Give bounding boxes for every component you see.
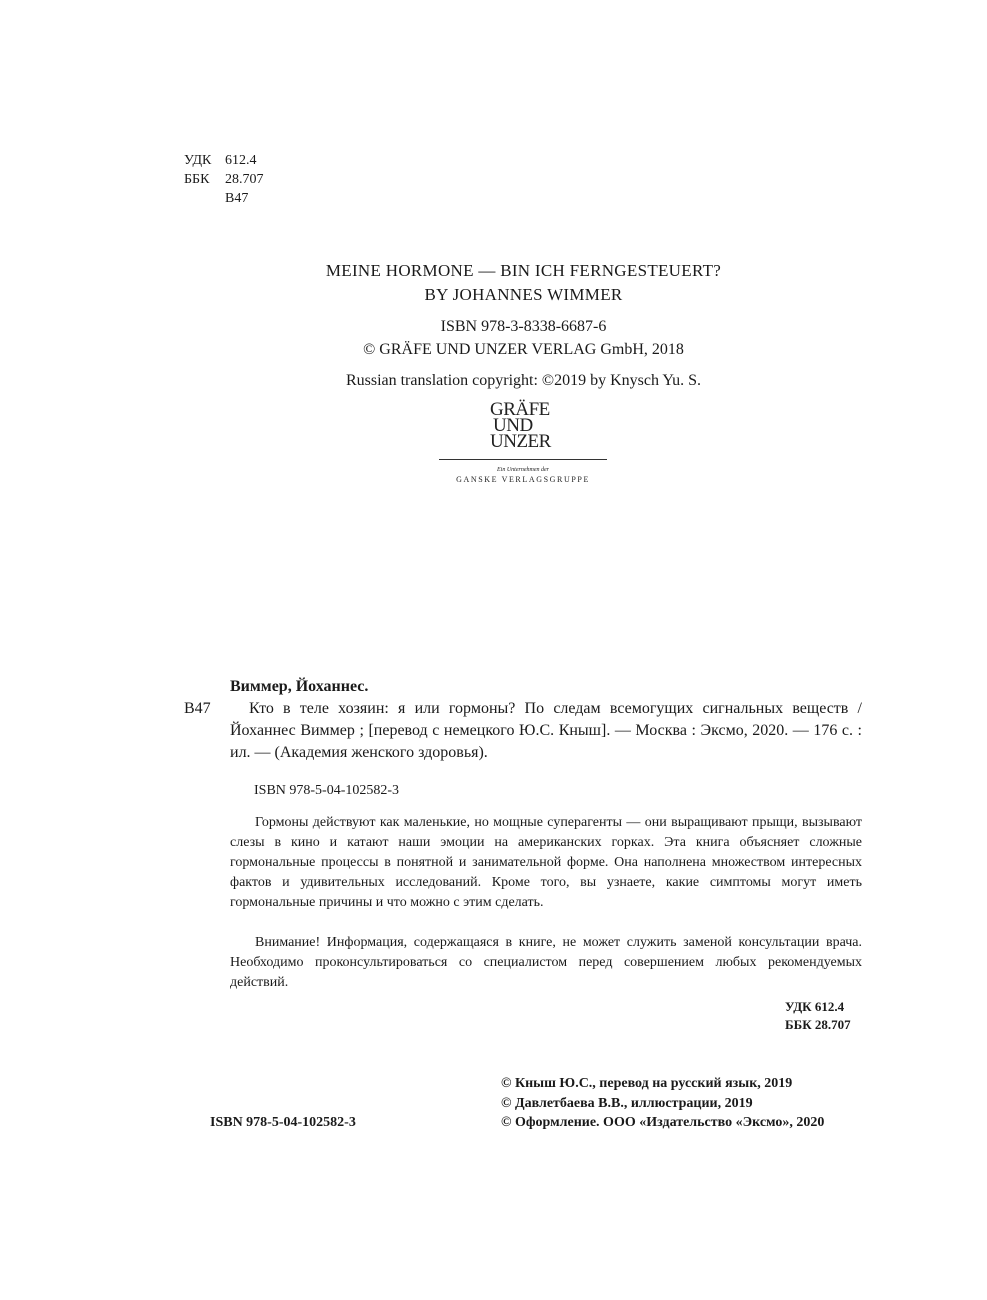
logo-line-3: UNZER (490, 431, 551, 452)
record-bbk: ББК 28.707 (785, 1017, 851, 1032)
copyright-design: © Оформление. ООО «Издательство «Эксмо», 2020 (501, 1115, 825, 1130)
original-author: BY JOHANNES WIMMER (424, 285, 623, 304)
copyright-illustrations: © Давлетбаева В.В., иллюстрации, 2019 (501, 1096, 753, 1111)
author-mark: В47 (225, 191, 249, 206)
record-mark: В47 (184, 700, 211, 717)
abstract-paragraph-1: Гормоны действуют как маленькие, но мощные суперагенты — они выращивают прыщи, вызывают слезы в кино и катают наши эмоции на американских горках. Эта книга объясняет сложные гормональные процессы в понятной и занимательной форме. Она наполнена множеством интересных фактов и удивительных исследований. Кроме того, вы узнаете, какие симптомы могут иметь гормональные причины и что можно с этим сделать. (230, 815, 862, 910)
logo-group: GANSKE VERLAGSGRUPPE (456, 475, 590, 484)
logo-line-2: UND (493, 415, 533, 436)
original-title: MEINE HORMONE — BIN ICH FERNGESTEUERT? (325, 261, 722, 280)
record-heading: Виммер, Йоханнес. (230, 678, 369, 695)
original-isbn: ISBN 978-3-8338-6687-6 (440, 318, 607, 335)
abstract-paragraph-2: Внимание! Информация, содержащаяся в книге, не может служить заменой консультации врача. Необходимо проконсультироваться со специалистом перед совершением любых рекомендуемых действий. (230, 935, 862, 990)
bbk-label: ББК (184, 172, 210, 187)
logo-subline: Ein Unternehmen der (497, 467, 549, 473)
logo-line-1: GRÄFE (490, 399, 550, 420)
footer-isbn: ISBN 978-5-04-102582-3 (210, 1115, 356, 1130)
bbk-value: 28.707 (225, 172, 264, 187)
original-copyright: © GRÄFE UND UNZER VERLAG GmbH, 2018 (363, 341, 684, 358)
udk-value: 612.4 (225, 153, 257, 168)
record-description: Кто в теле хозяин: я или гормоны? По следам всемогущих сигнальных веществ / Йоханнес Виммер ; [перевод с немецкого Ю.С. Кныш]. — Москва : Эксмо, 2020. — 176 с. : ил. — (Академия женского здоровья). (230, 700, 862, 761)
publisher-logo (437, 400, 609, 490)
copyright-translation: © Кныш Ю.С., перевод на русский язык, 2019 (501, 1076, 793, 1091)
logo-rule (439, 459, 607, 460)
udk-label: УДК (184, 153, 212, 168)
record-udk: УДК 612.4 (785, 999, 845, 1014)
translation-copyright: Russian translation copyright: ©2019 by Knysch Yu. S. (345, 372, 702, 389)
record-isbn: ISBN 978-5-04-102582-3 (254, 783, 400, 798)
